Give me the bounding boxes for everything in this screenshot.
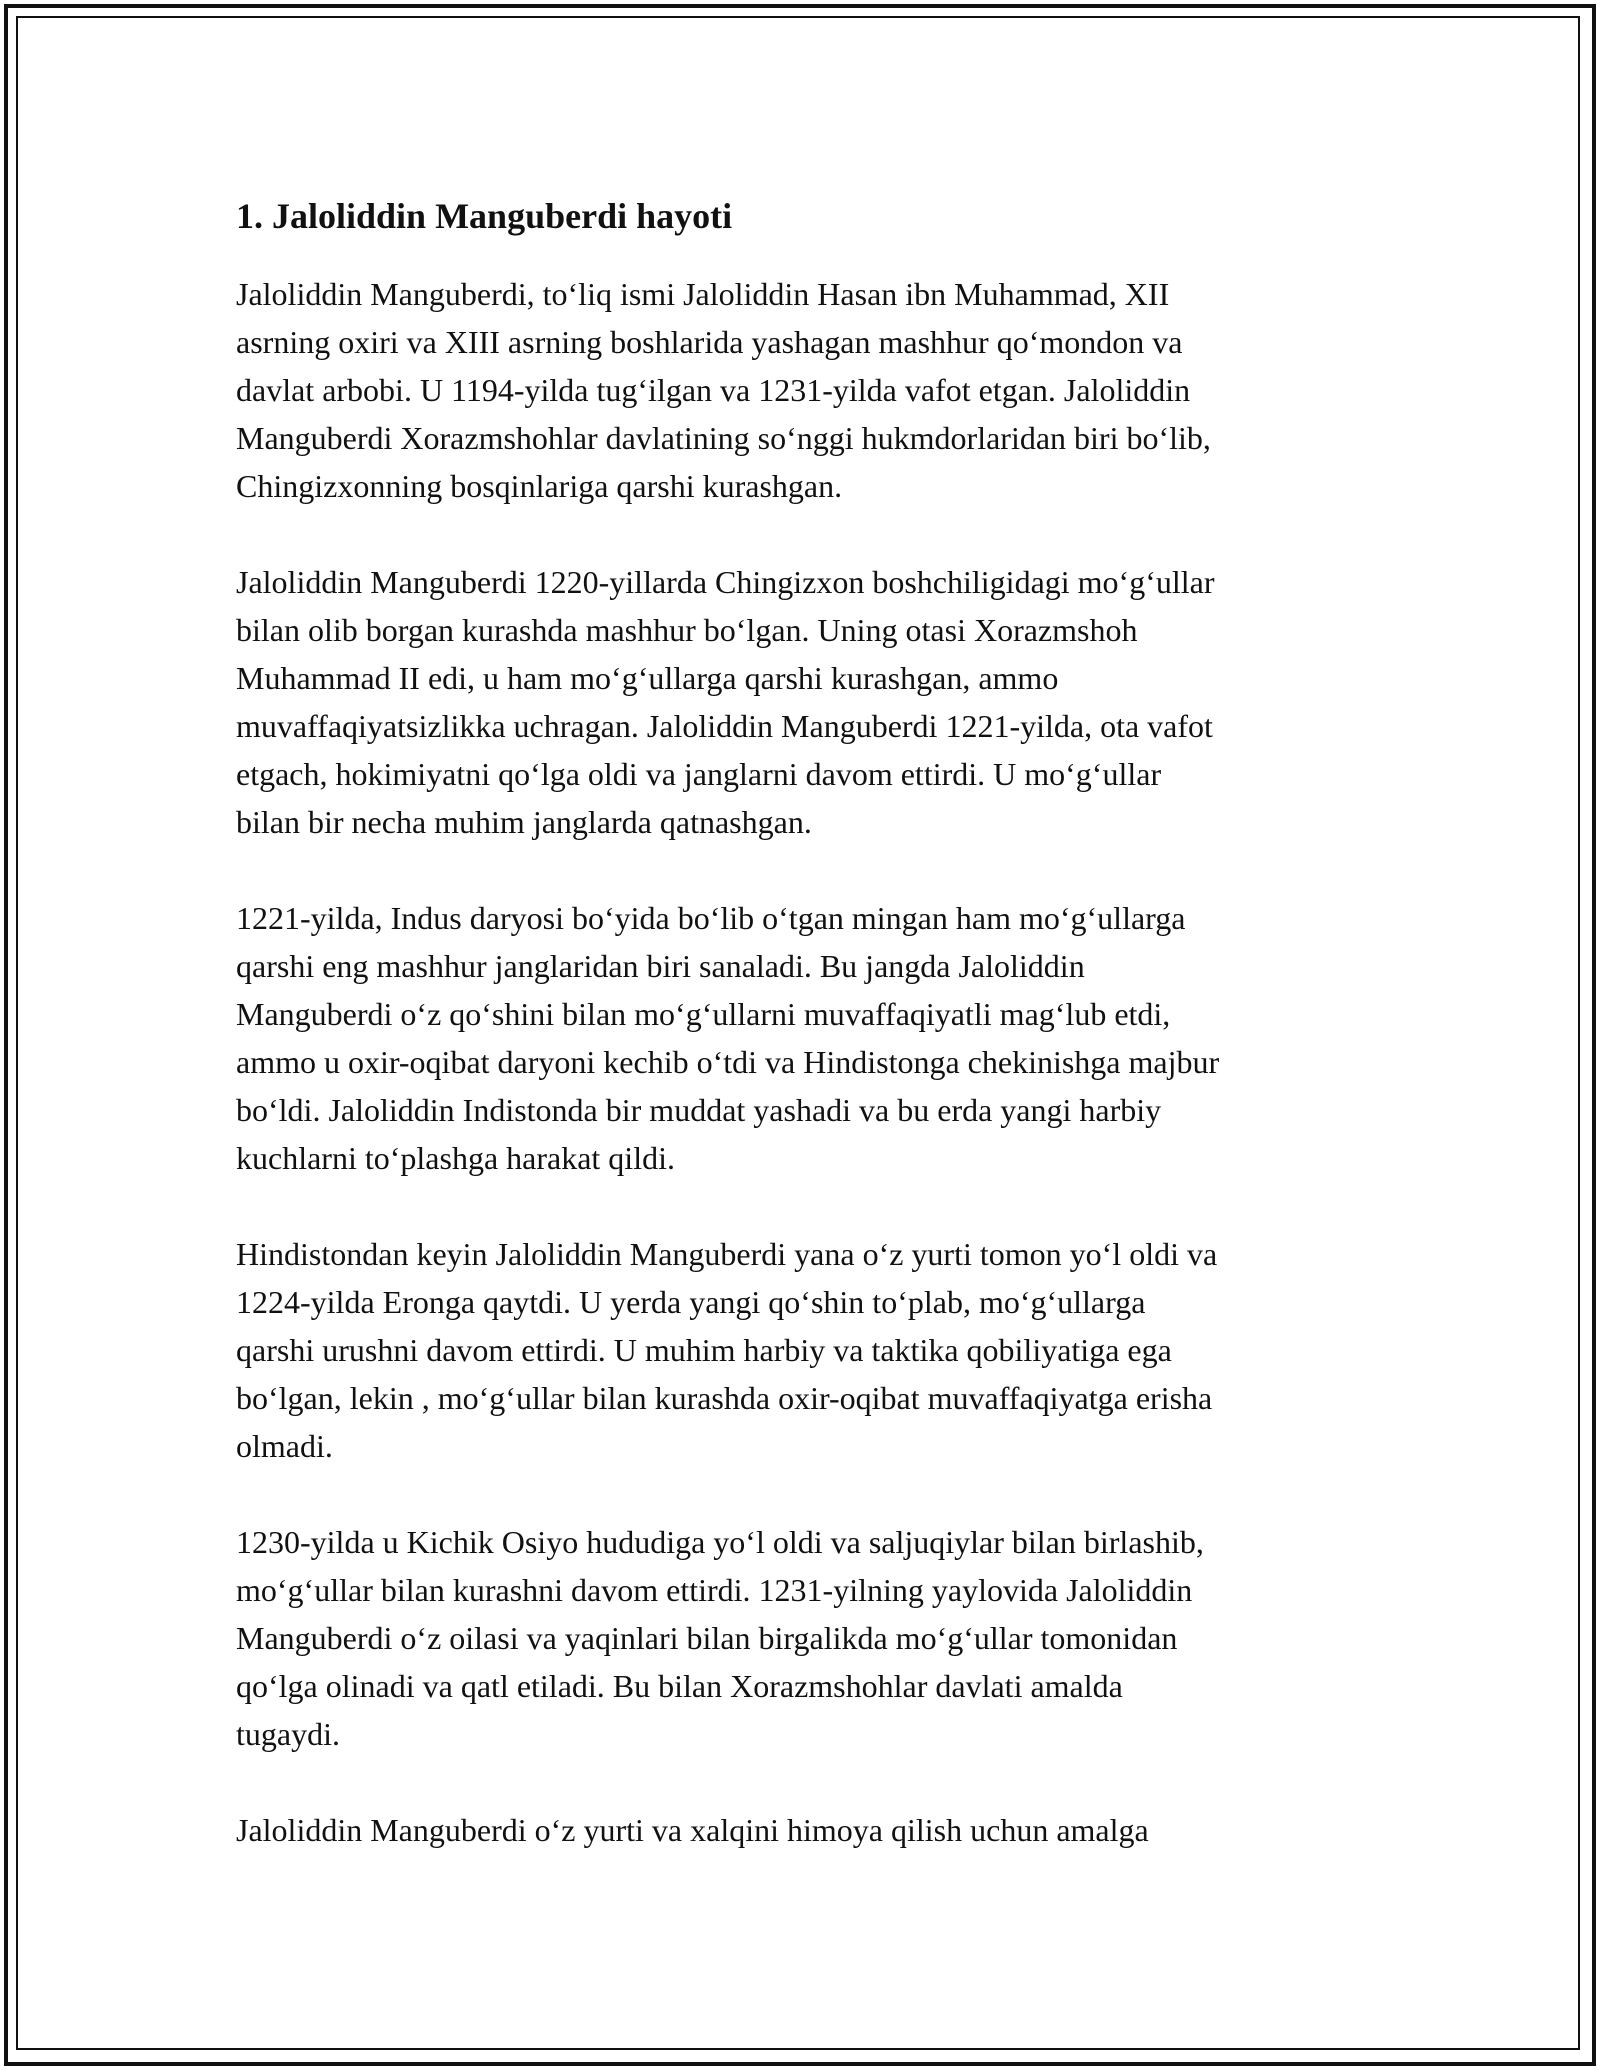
paragraph-5 <box>236 1518 1386 1758</box>
text-line: Manguberdi o‘z qo‘shini bilan mo‘g‘ullarni muvaffaqiyatli mag‘lub etdi, <box>236 996 1171 1032</box>
paragraph-2 <box>236 558 1386 846</box>
text-line: kuchlarni to‘plashga harakat qildi. <box>236 1140 675 1176</box>
text-line: Manguberdi Xorazmshohlar davlatining so‘nggi hukmdorlaridan biri bo‘lib, <box>236 420 1211 456</box>
text-line: qarshi eng mashhur janglaridan biri sanaladi. Bu jangda Jaloliddin <box>236 948 1085 984</box>
text-line: Hindistondan keyin Jaloliddin Manguberdi yana o‘z yurti tomon yo‘l oldi va <box>236 1236 1218 1272</box>
text-line: bilan bir necha muhim janglarda qatnashgan. <box>236 804 812 840</box>
text-line: bo‘lgan, lekin , mo‘g‘ullar bilan kurashda oxir-oqibat muvaffaqiyatga erisha <box>236 1380 1213 1416</box>
text-line: 1230-yilda u Kichik Osiyo hududiga yo‘l oldi va saljuqiylar bilan birlashib, <box>236 1524 1204 1560</box>
document-body <box>236 188 1386 1902</box>
text-line: olmadi. <box>236 1428 333 1464</box>
text-line: 1224-yilda Eronga qaytdi. U yerda yangi qo‘shin to‘plab, mo‘g‘ullarga <box>236 1284 1146 1320</box>
text-line: Muhammad II edi, u ham mo‘g‘ullarga qarshi kurashgan, ammo <box>236 660 1059 696</box>
paragraph-1 <box>236 270 1386 510</box>
text-line: Jaloliddin Manguberdi, to‘liq ismi Jaloliddin Hasan ibn Muhammad, XII <box>236 276 1170 312</box>
paragraph-3 <box>236 894 1386 1182</box>
text-line: Jaloliddin Manguberdi 1220-yillarda Chingizxon boshchiligidagi mo‘g‘ullar <box>236 564 1215 600</box>
text-line: tugaydi. <box>236 1716 340 1752</box>
text-line: qo‘lga olinadi va qatl etiladi. Bu bilan Xorazmshohlar davlati amalda <box>236 1668 1123 1704</box>
text-line: mo‘g‘ullar bilan kurashni davom ettirdi. 1231-yilning yaylovida Jaloliddin <box>236 1572 1193 1608</box>
text-line: 1221-yilda, Indus daryosi bo‘yida bo‘lib o‘tgan mingan ham mo‘g‘ullarga <box>236 900 1186 936</box>
paragraph-4 <box>236 1230 1386 1470</box>
text-line: Chingizxonning bosqinlariga qarshi kurashgan. <box>236 468 843 504</box>
paragraph-6 <box>236 1806 1386 1854</box>
text-line: asrning oxiri va XIII asrning boshlarida yashagan mashhur qo‘mondon va <box>236 324 1183 360</box>
text-line: bo‘ldi. Jaloliddin Indistonda bir muddat yashadi va bu erda yangi harbiy <box>236 1092 1162 1128</box>
section-heading: 1. Jaloliddin Manguberdi hayoti <box>236 196 733 236</box>
text-line: davlat arbobi. U 1194-yilda tug‘ilgan va 1231-yilda vafot etgan. Jaloliddin <box>236 372 1191 408</box>
text-line: Jaloliddin Manguberdi o‘z yurti va xalqini himoya qilish uchun amalga <box>236 1812 1149 1848</box>
text-line: qarshi urushni davom ettirdi. U muhim harbiy va taktika qobiliyatiga ega <box>236 1332 1172 1368</box>
text-line: bilan olib borgan kurashda mashhur bo‘lgan. Uning otasi Xorazmshoh <box>236 612 1138 648</box>
text-line: ammo u oxir-oqibat daryoni kechib o‘tdi va Hindistonga chekinishga majbur <box>236 1044 1220 1080</box>
text-line: muvaffaqiyatsizlikka uchragan. Jaloliddin Manguberdi 1221-yilda, ota vafot <box>236 708 1213 744</box>
text-line: etgach, hokimiyatni qo‘lga oldi va janglarni davom ettirdi. U mo‘g‘ullar <box>236 756 1162 792</box>
text-line: Manguberdi o‘z oilasi va yaqinlari bilan birgalikda mo‘g‘ullar tomonidan <box>236 1620 1178 1656</box>
